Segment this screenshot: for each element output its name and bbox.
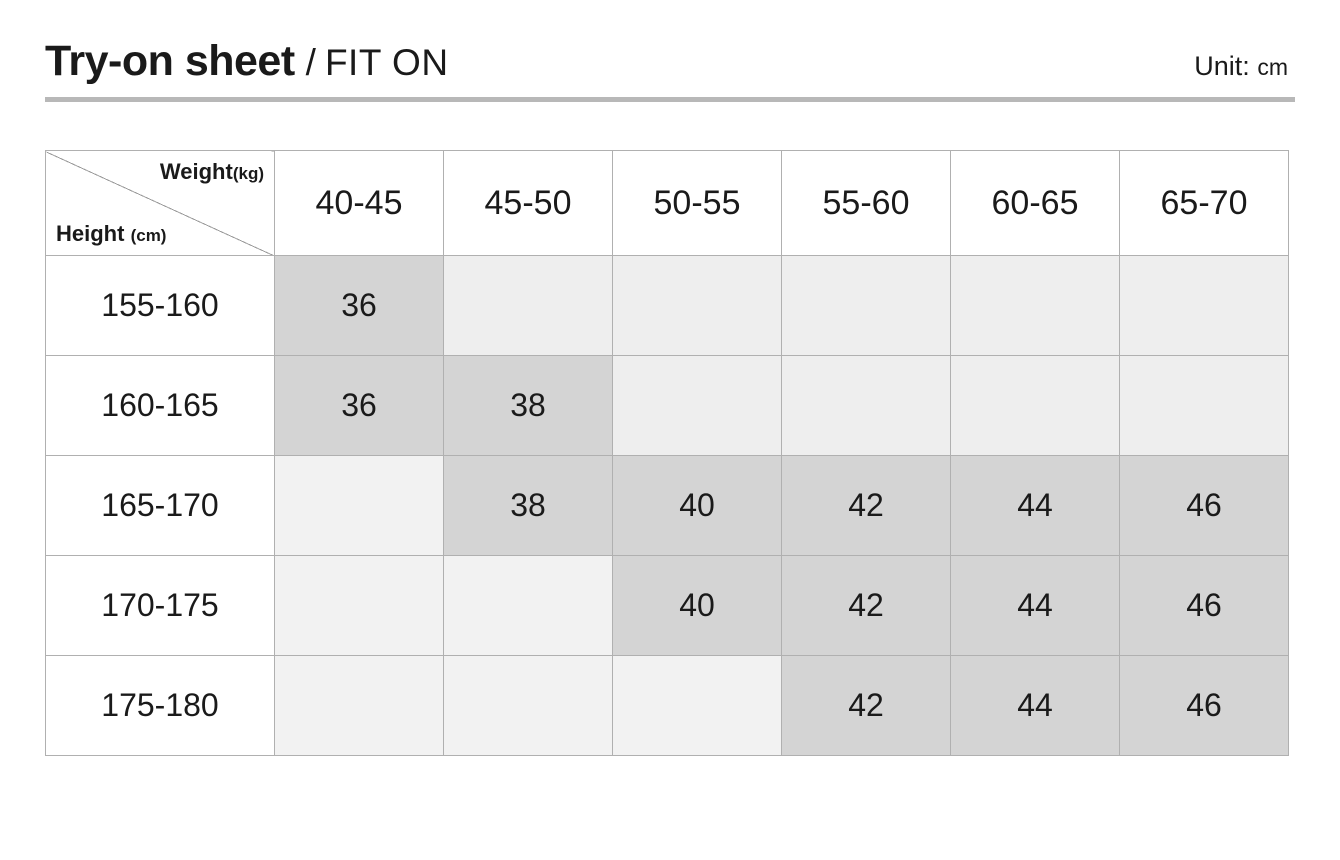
column-header-0: 40-45 (275, 151, 444, 256)
size-table-container (45, 150, 1295, 756)
size-cell-0-4 (951, 256, 1120, 356)
table-row (46, 456, 1289, 556)
table-header (46, 151, 1289, 256)
size-cell-4-4: 44 (951, 656, 1120, 756)
size-cell-4-5: 46 (1120, 656, 1289, 756)
size-cell-1-2 (613, 356, 782, 456)
size-cell-2-3: 42 (782, 456, 951, 556)
size-cell-0-5 (1120, 256, 1289, 356)
height-axis-label: Height (cm) (56, 221, 167, 246)
unit-prefix: Unit: (1194, 51, 1258, 81)
table-header-row (46, 151, 1289, 256)
size-cell-0-0: 36 (275, 256, 444, 356)
size-cell-2-2: 40 (613, 456, 782, 556)
table-row (46, 356, 1289, 456)
row-header-3: 170-175 (46, 556, 275, 656)
unit-value: cm (1257, 54, 1288, 80)
size-cell-1-5 (1120, 356, 1289, 456)
size-cell-0-2 (613, 256, 782, 356)
size-cell-4-0 (275, 656, 444, 756)
size-cell-1-4 (951, 356, 1120, 456)
row-header-0: 155-160 (46, 256, 275, 356)
row-header-2: 165-170 (46, 456, 275, 556)
size-cell-0-1 (444, 256, 613, 356)
size-cell-0-3 (782, 256, 951, 356)
table-row (46, 656, 1289, 756)
header (45, 37, 1295, 85)
size-cell-4-1 (444, 656, 613, 756)
column-header-4: 60-65 (951, 151, 1120, 256)
size-cell-3-2: 40 (613, 556, 782, 656)
size-cell-2-0 (275, 456, 444, 556)
size-cell-1-0: 36 (275, 356, 444, 456)
size-cell-4-3: 42 (782, 656, 951, 756)
row-header-1: 160-165 (46, 356, 275, 456)
row-header-4: 175-180 (46, 656, 275, 756)
table-corner-cell (46, 151, 275, 256)
header-divider (45, 97, 1295, 102)
size-cell-4-2 (613, 656, 782, 756)
size-cell-1-1: 38 (444, 356, 613, 456)
size-cell-3-1 (444, 556, 613, 656)
weight-axis-label: Weight(kg) (159, 159, 264, 184)
column-header-2: 50-55 (613, 151, 782, 256)
size-cell-1-3 (782, 356, 951, 456)
table-row (46, 556, 1289, 656)
unit-label (1194, 51, 1290, 82)
size-cell-3-3: 42 (782, 556, 951, 656)
column-header-1: 45-50 (444, 151, 613, 256)
title-main: Try-on sheet (45, 37, 295, 85)
size-cell-2-5: 46 (1120, 456, 1289, 556)
size-cell-3-4: 44 (951, 556, 1120, 656)
title-separator: / (305, 42, 316, 83)
table-row (46, 256, 1289, 356)
size-cell-2-4: 44 (951, 456, 1120, 556)
column-header-3: 55-60 (782, 151, 951, 256)
title-subtitle: FIT ON (324, 42, 449, 83)
size-cell-2-1: 38 (444, 456, 613, 556)
page-title (45, 37, 449, 85)
size-table (45, 150, 1289, 756)
column-header-5: 65-70 (1120, 151, 1289, 256)
size-cell-3-5: 46 (1120, 556, 1289, 656)
size-cell-3-0 (275, 556, 444, 656)
table-body (46, 256, 1289, 756)
